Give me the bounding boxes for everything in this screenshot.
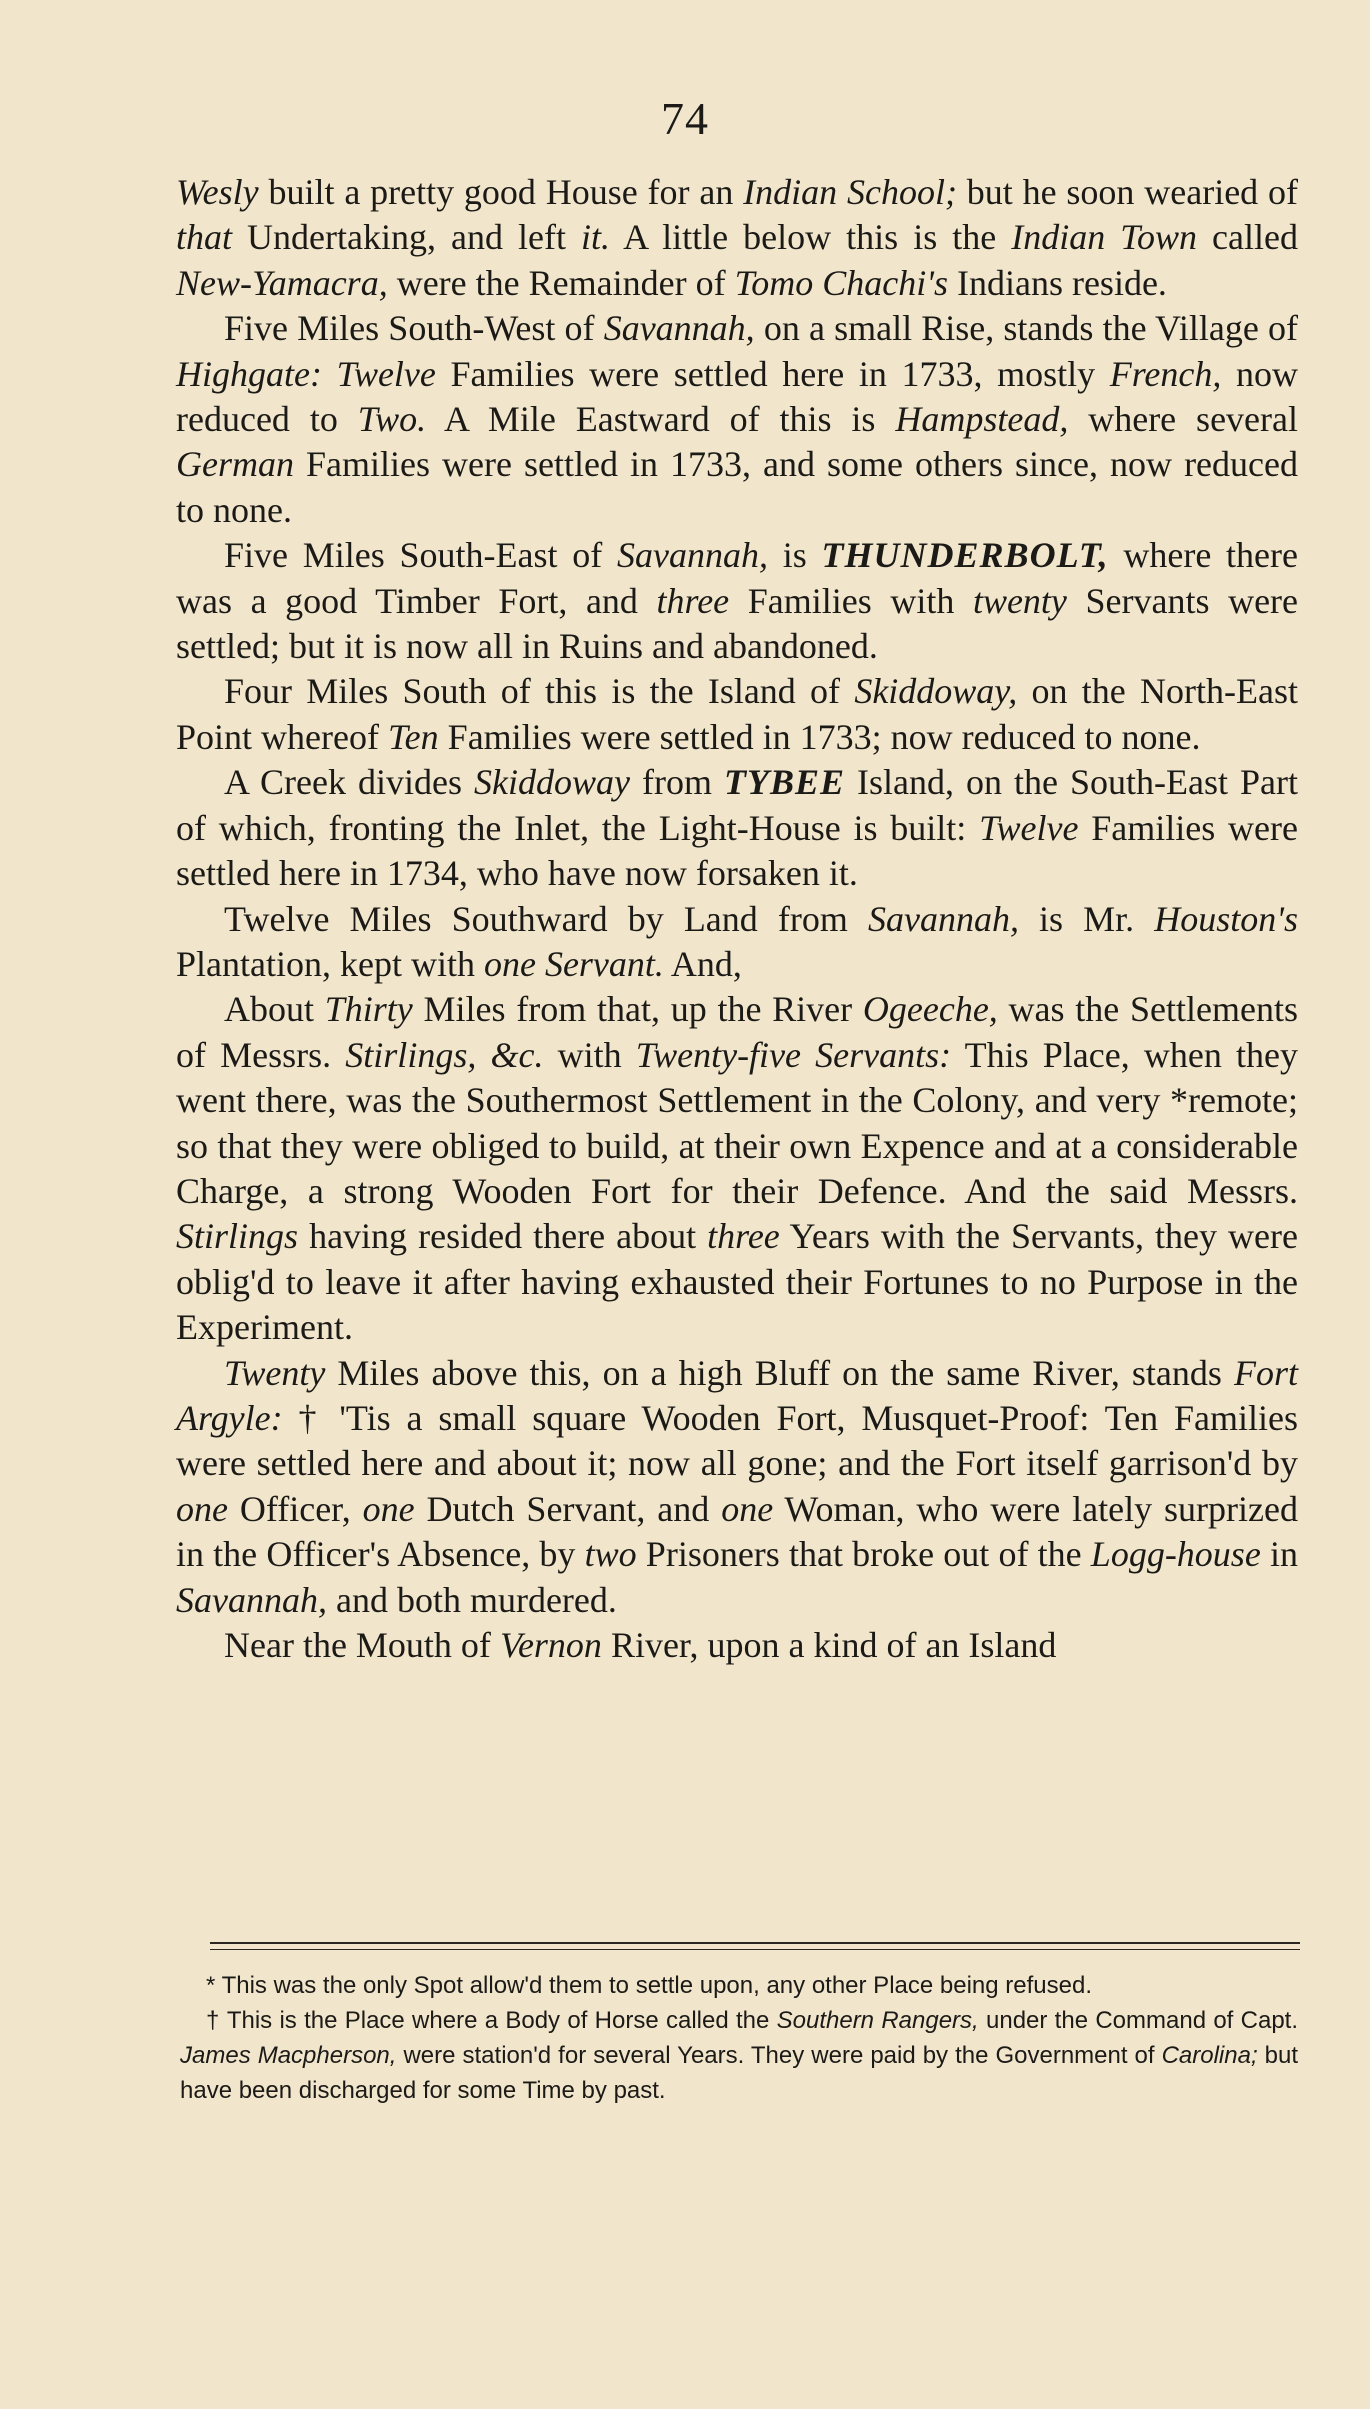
paragraph-7 [176, 987, 1298, 1350]
italic-run: Indian Town [1011, 217, 1198, 258]
text-run: Servants were settled; but it is now all in Ruins and abandoned. [176, 580, 1299, 667]
italic-run: Twelve [979, 807, 1079, 848]
text-run: Families were settled in 1733, and some others since, now reduced to none. [176, 444, 1298, 530]
text-run: but he soon wearied of [956, 172, 1299, 212]
text-run: built a pretty good House for an [258, 172, 744, 212]
italic-run: Skiddoway [474, 762, 630, 803]
text-run: This Place, when they went there, was the Southermost Settlement in the Colony, and very *remote; so that they were obliged to build, at their own Expence and at a considerable Charge, a strong Wooden Fort for their Defence. And the said Messrs. [176, 1034, 1298, 1211]
text-run: with [543, 1034, 636, 1075]
footnote-rule-thin [210, 1949, 1300, 1950]
italic-run: Savannah, [176, 1579, 327, 1620]
text-run: but have been discharged for some Time by past. [180, 2042, 1299, 2104]
text-run: Prisoners that broke out of the [636, 1534, 1091, 1575]
text-run: is Mr. [1018, 898, 1155, 939]
italic-run: Ogeeche, [862, 989, 998, 1030]
paragraph-1 [176, 170, 1298, 306]
italic-run: two [584, 1534, 637, 1575]
footnote-rule [210, 1942, 1300, 1944]
body-text [176, 170, 1298, 1668]
text-run: Undertaking, and left [232, 217, 582, 258]
italic-run: James Macpherson, [180, 2042, 397, 2069]
text-run: River, upon a kind of an Island [601, 1625, 1057, 1665]
paragraph-3 [176, 533, 1298, 669]
text-run: Twelve Miles Southward by Land from [224, 898, 868, 939]
italic-run: New-Yamacra, [176, 262, 388, 303]
italic-run: one [362, 1488, 415, 1529]
italic-run: twenty [972, 580, 1067, 621]
italic-run: three [656, 580, 730, 621]
italic-run: Stirlings [176, 1216, 299, 1257]
text-run: Families were settled here in 1733, mostly [435, 353, 1110, 394]
italic-run: Highgate: [176, 353, 322, 394]
italic-run: Tomo Chachi's [734, 262, 948, 303]
text-run: Officer, [227, 1488, 363, 1529]
footnotes [180, 1968, 1298, 2108]
italic-run: one [176, 1488, 228, 1529]
text-run: Five Miles South-West of [224, 308, 604, 349]
text-run: About [224, 989, 325, 1030]
italic-run: Savannah, [603, 308, 755, 349]
text-run: from [629, 762, 724, 803]
text-run: Dutch Servant, and [414, 1488, 722, 1529]
italic-run: Wesly [176, 172, 259, 212]
italic-run: Fort Argyle: [176, 1352, 1298, 1438]
text-run: having resided there about [298, 1216, 708, 1257]
paragraph-6 [176, 897, 1298, 988]
italic-run: Logg-house [1090, 1534, 1261, 1575]
text-run: were station'd for several Years. They were paid by the Government of [396, 2042, 1162, 2069]
paragraph-4 [176, 669, 1298, 760]
paragraph-5 [176, 760, 1298, 896]
text-run: † This is the Place where a Body of Horse called the [206, 2007, 777, 2034]
text-run: is [768, 535, 822, 576]
text-run: Families were settled in 1733; now reduced to none. [438, 716, 1201, 757]
text-run: Indians reside. [947, 262, 1167, 303]
text-run: * This was the only Spot allow'd them to settle upon, any other Place being refused. [206, 1972, 1092, 1999]
italic-run: three [707, 1216, 780, 1257]
text-run: A little below this is the [610, 217, 1012, 258]
text-run: were the Remainder of [387, 262, 735, 303]
text-run: Miles from that, up the River [412, 989, 863, 1030]
italic-run: Vernon [499, 1625, 602, 1665]
italic-run: Stirlings, &c. [345, 1034, 544, 1075]
italic-run: it. [581, 217, 611, 258]
text-run: Miles above this, on a high Bluff on the same River, stands [325, 1352, 1234, 1393]
text-run: in [1260, 1534, 1298, 1575]
italic-run: Skiddoway, [854, 671, 1018, 712]
italic-run: Twelve [336, 353, 436, 394]
text-run: Four Miles South of this is the Island of [224, 671, 855, 712]
italic-run: that [176, 217, 233, 258]
italic-run: Hampstead, [895, 399, 1069, 440]
text-run: and both murdered. [326, 1579, 617, 1620]
text-run: where there was a good Timber Fort, and [176, 535, 1299, 621]
italic-run: Twenty [224, 1352, 326, 1393]
text-run: A Creek divides [224, 762, 474, 803]
italic-run: Houston's [1154, 898, 1298, 939]
page-number: 74 [661, 93, 709, 144]
italic-run: Ten [387, 716, 439, 757]
text-run: under the Command of Capt. [978, 2007, 1299, 2034]
text-run: A Mile Eastward of this is [426, 399, 896, 440]
italic-run: French, [1109, 353, 1222, 394]
text-run: Years with the Servants, they were oblig'd to leave it after having exhausted their Fortunes to no Purpose in the Experiment. [176, 1216, 1298, 1348]
paragraph-8 [176, 1351, 1298, 1623]
text-run: And, [663, 943, 742, 984]
text-run: was the Settlements of Messrs. [176, 989, 1298, 1075]
footnote-remote [180, 1968, 1298, 2003]
italic-run: Southern Rangers, [776, 2007, 979, 2034]
italic-run: Two. [357, 399, 427, 440]
text-run: on the North-East Point whereof [176, 671, 1299, 757]
italic-run: Indian School; [743, 172, 957, 212]
italic-run: Thirty [324, 989, 413, 1030]
italic-run: one [721, 1488, 774, 1529]
text-run: now reduced to [176, 353, 1299, 440]
text-run: on a small Rise, stands the Village of [754, 308, 1298, 349]
italic-run: THUNDERBOLT, [821, 535, 1109, 576]
paragraph-9 [176, 1623, 1298, 1668]
text-run: where several [1068, 399, 1298, 440]
italic-run: Twenty-five Servants: [635, 1034, 952, 1075]
italic-run: Savannah, [867, 898, 1019, 939]
italic-run: one Servant. [483, 943, 664, 984]
text-run: Island, on the South-East Part of which, fronting the Inlet, the Light-House is built: [176, 762, 1298, 848]
text-run: Families were settled here in 1734, who have now forsaken it. [176, 807, 1298, 894]
text-run: Families with [729, 580, 973, 621]
text-run: Woman, who were lately surprized in the Officer's Absence, by [176, 1488, 1298, 1575]
text-run: Five Miles South-East of [224, 535, 618, 576]
text-run: † 'Tis a small square Wooden Fort, Musquet-Proof: Ten Families were settled here and about it; now all gone; and the Fort itself garrison'd by [176, 1397, 1298, 1484]
footnote-fort-argyle [180, 2003, 1298, 2108]
text-run: called [1197, 217, 1299, 258]
italic-run: Savannah, [617, 535, 769, 576]
italic-run: German [176, 444, 294, 485]
italic-run: Carolina; [1161, 2042, 1258, 2069]
text-run: Near the Mouth of [224, 1625, 500, 1665]
paragraph-2 [176, 306, 1298, 533]
text-run [322, 354, 337, 394]
italic-run: TYBEE [723, 762, 845, 803]
text-run: Plantation, kept with [176, 943, 484, 984]
